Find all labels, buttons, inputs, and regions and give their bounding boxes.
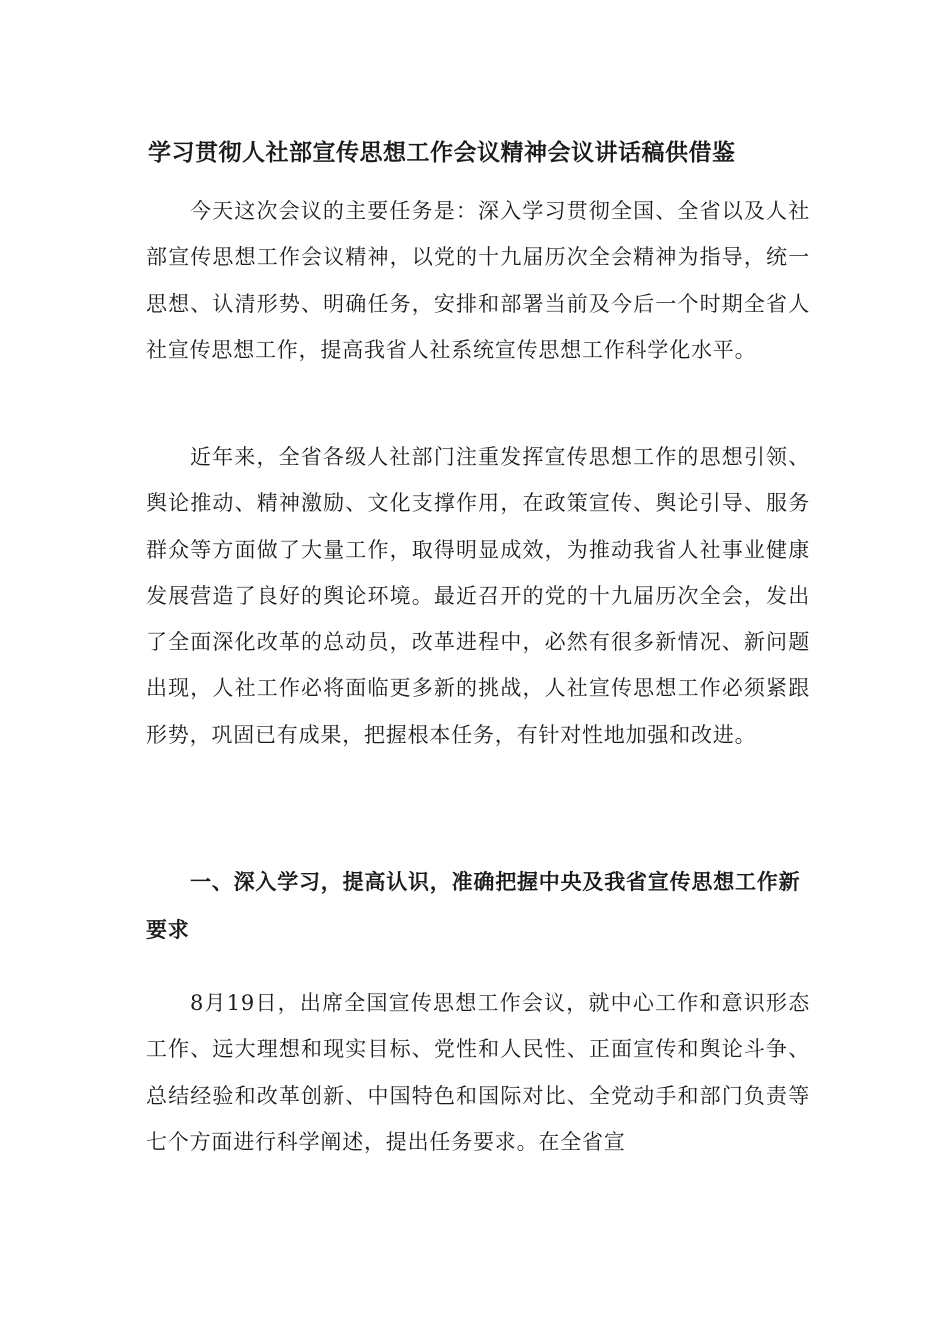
section-heading: 一、深入学习，提高认识，准确把握中央及我省宣传思想工作新要求 xyxy=(146,869,801,942)
body-paragraph: 今天这次会议的主要任务是：深入学习贯彻全国、全省以及人社部宣传思想工作会议精神，以党的十九届历次全会精神为指导，统一思想、认清形势、明确任务，安排和部署当前及今后一个时期全省人社宣传思想工作，提高我省人社系统宣传思想工作科学化水平。 xyxy=(146,199,810,362)
document-title: 学习贯彻人社部宣传思想工作会议精神会议讲话稿供借鉴 xyxy=(148,139,736,166)
body-paragraph: 8月19日，出席全国宣传思想工作会议，就中心工作和意识形态工作、远大理想和现实目标、党性和人民性、正面宣传和舆论斗争、总结经验和改革创新、中国特色和国际对比、全党动手和部门负责等七个方面进行科学阐述，提出任务要求。在全省宣 xyxy=(146,991,810,1154)
body-paragraph: 近年来，全省各级人社部门注重发挥宣传思想工作的思想引领、舆论推动、精神激励、文化支撑作用，在政策宣传、舆论引导、服务群众等方面做了大量工作，取得明显成效，为推动我省人社事业健康发展营造了良好的舆论环境。最近召开的党的十九届历次全会，发出了全面深化改革的总动员，改革进程中，必然有很多新情况、新问题出现，人社工作必将面临更多新的挑战，人社宣传思想工作必须紧跟形势，巩固已有成果，把握根本任务，有针对性地加强和改进。 xyxy=(146,445,810,747)
